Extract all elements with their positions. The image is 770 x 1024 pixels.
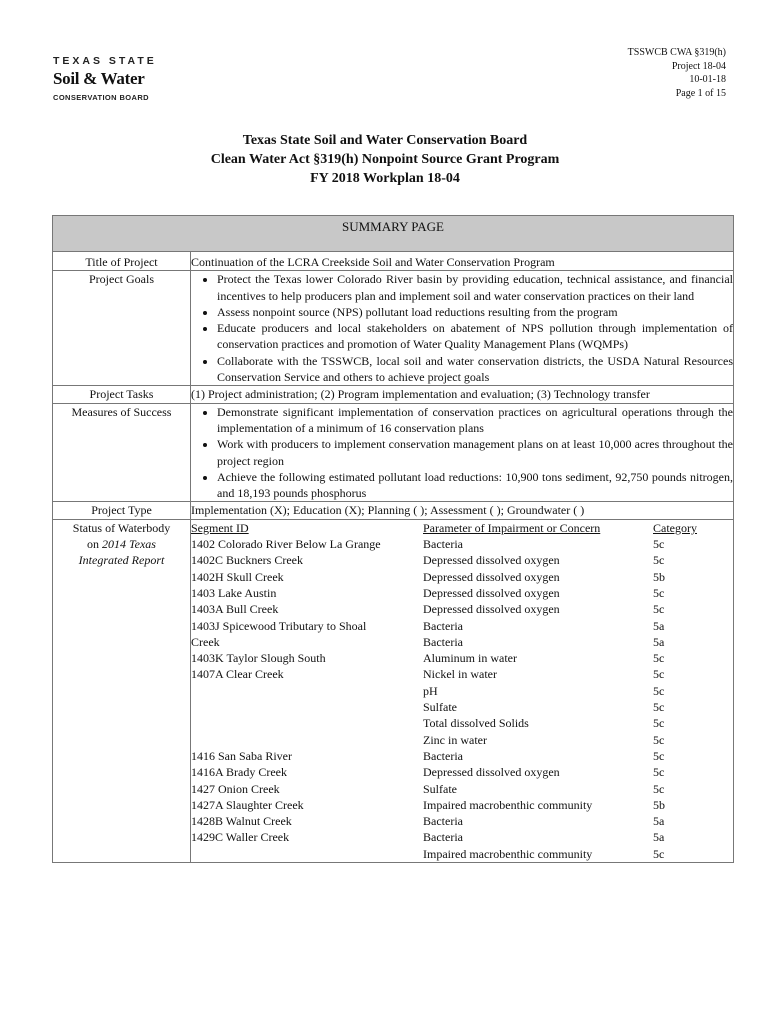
document-header [628,46,726,100]
measures-of-success-value [191,403,734,502]
goal-item: • Protect the Texas lower Colorado River basin by providing education, technical assistance, and financial incentives to help producers plan and implement soil and water conservation practices on their land [217,271,733,304]
segment-id-cell: 1402C Buckners Creek [191,553,303,568]
segment-row [191,846,731,862]
summary-table [52,215,734,863]
segment-row [191,650,731,666]
parameter-cell: Aluminum in water [423,651,517,666]
parameter-cell: Nickel in water [423,667,497,682]
segment-row [191,536,731,552]
goal-item: • Assess nonpoint source (NPS) pollutant load reductions resulting from the program [217,304,733,320]
category-cell: 5b [653,797,665,812]
segment-row [191,618,731,634]
segment-id-cell [191,715,423,731]
logo-line-3: CONSERVATION BOARD [53,93,149,102]
document-title [0,131,770,188]
waterbody-status-label [53,519,191,862]
segment-id-cell: 1403A Bull Creek [191,602,279,617]
segment-row [191,601,731,617]
measures-of-success-label: Measures of Success [53,403,191,502]
parameter-header: Parameter of Impairment or Concern [423,520,601,535]
segment-id-cell [191,699,423,715]
category-cell: 5b [653,569,665,584]
parameter-cell: Depressed dissolved oxygen [423,602,560,617]
parameter-cell: Impaired macrobenthic community [423,846,593,861]
status-label-on: on [87,537,100,552]
project-type-value: Implementation (X); Education (X); Planning ( ); Assessment ( ); Groundwater ( ) [191,502,734,519]
goal-item: • Collaborate with the TSSWCB, local soil and water conservation districts, the USDA Natural Resources Conservation Service and others to achieve project goals [217,353,733,386]
category-cell: 5c [653,553,665,568]
segment-id-cell: 1402H Skull Creek [191,569,284,584]
project-goals-label: Project Goals [53,271,191,386]
segment-id-cell [191,683,423,699]
parameter-cell: Depressed dissolved oxygen [423,569,560,584]
category-cell: 5c [653,667,665,682]
header-date: 10-01-18 [689,74,726,85]
segment-row [191,552,731,568]
category-cell: 5a [653,618,665,633]
segment-id-cell: 1429C Waller Creek [191,830,290,845]
category-cell: 5c [653,781,665,796]
category-cell: 5c [653,732,665,747]
category-cell: 5c [653,765,665,780]
segment-row [191,829,731,845]
category-cell: 5a [653,814,665,829]
status-label-report-year: 2014 Texas [102,537,156,552]
category-cell: 5c [653,651,665,666]
header-page-number: Page 1 of 15 [675,87,726,99]
segment-row [191,585,731,601]
title-line-3: FY 2018 Workplan 18-04 [310,171,460,186]
parameter-cell: Bacteria [423,814,463,829]
segment-row [191,764,731,780]
segment-id-cell: 1403J Spicewood Tributary to Shoal [191,618,367,633]
project-tasks-label: Project Tasks [53,386,191,403]
project-goals-list [191,271,733,385]
parameter-cell: Depressed dissolved oxygen [423,553,560,568]
segment-row [191,683,731,699]
segment-id-cell: 1427 Onion Creek [191,781,280,796]
parameter-cell: Depressed dissolved oxygen [423,585,560,600]
parameter-cell: Impaired macrobenthic community [423,797,593,812]
segment-id-cell: 1428B Walnut Creek [191,814,292,829]
category-cell: 5c [653,537,665,552]
category-cell: 5c [653,602,665,617]
segment-table [191,520,731,862]
segment-id-header: Segment ID [191,520,249,535]
title-of-project-label: Title of Project [53,252,191,271]
segment-row [191,634,731,650]
parameter-cell: Bacteria [423,748,463,763]
segment-row [191,569,731,585]
parameter-cell: Depressed dissolved oxygen [423,765,560,780]
parameter-cell: pH [423,683,438,698]
tsswcb-logo [53,55,163,102]
waterbody-status-value [191,519,734,862]
segment-id-cell: 1403 Lake Austin [191,585,277,600]
measure-item: • Demonstrate significant implementation of conservation practices on agricultural operations through the implementation of a minimum of 16 conservation plans [217,404,733,437]
category-cell: 5c [653,716,665,731]
segment-id-cell: 1407A Clear Creek [191,667,284,682]
parameter-cell: Zinc in water [423,732,487,747]
segment-row [191,748,731,764]
segment-row [191,732,731,748]
segment-id-cell: 1416A Brady Creek [191,765,287,780]
parameter-cell: Bacteria [423,634,463,649]
segment-id-cell [191,732,423,748]
measure-item: • Achieve the following estimated pollutant load reductions: 10,900 tons sediment, 92,750 pounds nitrogen, and 18,193 pounds phosphorus [217,469,733,502]
parameter-cell: Sulfate [423,781,457,796]
segment-row [191,797,731,813]
project-goals-value [191,271,734,386]
segment-id-cell [191,846,423,862]
category-cell: 5c [653,700,665,715]
parameter-cell: Bacteria [423,618,463,633]
category-cell: 5a [653,830,665,845]
segment-id-cell: 1402 Colorado River Below La Grange [191,537,381,552]
category-cell: 5c [653,683,665,698]
segment-id-cell: 1403K Taylor Slough South [191,651,326,666]
status-label-report: Integrated Report [78,553,165,568]
title-line-2: Clean Water Act §319(h) Nonpoint Source Grant Program [210,152,560,167]
segment-row [191,813,731,829]
status-label-line-1: Status of Waterbody [72,520,171,535]
parameter-cell: Total dissolved Solids [423,716,529,731]
title-of-project-value: Continuation of the LCRA Creekside Soil and Water Conservation Program [191,252,734,271]
category-cell: 5c [653,585,665,600]
logo-line-1: TEXAS STATE [53,55,157,67]
parameter-cell: Bacteria [423,537,463,552]
parameter-cell: Bacteria [423,830,463,845]
header-program: TSSWCB CWA §319(h) [627,47,726,58]
project-type-label: Project Type [53,502,191,519]
measures-list [191,404,733,502]
category-cell: 5c [653,846,665,861]
goal-item: • Educate producers and local stakeholders on abatement of NPS pollution through implementation of conservation practices and promotion of Water Quality Management Plans (WQMPs) [217,320,733,353]
header-project: Project 18-04 [671,60,726,72]
project-tasks-value: (1) Project administration; (2) Program implementation and evaluation; (3) Technology transfer [191,386,734,403]
segment-row [191,666,731,682]
logo-line-2: Soil & Water [53,69,145,88]
segment-row [191,781,731,797]
segment-row [191,699,731,715]
segment-row [191,715,731,731]
summary-heading: SUMMARY PAGE [53,216,734,252]
title-line-1: Texas State Soil and Water Conservation Board [242,133,528,148]
category-header: Category [653,520,697,535]
segment-id-cell: 1427A Slaughter Creek [191,797,304,812]
category-cell: 5a [653,634,665,649]
measure-item: • Work with producers to implement conservation management plans on at least 10,000 acres throughout the project region [217,436,733,469]
category-cell: 5c [653,748,665,763]
parameter-cell: Sulfate [423,700,457,715]
segment-id-cell: 1416 San Saba River [191,748,292,763]
segment-id-cell: Creek [191,634,220,649]
